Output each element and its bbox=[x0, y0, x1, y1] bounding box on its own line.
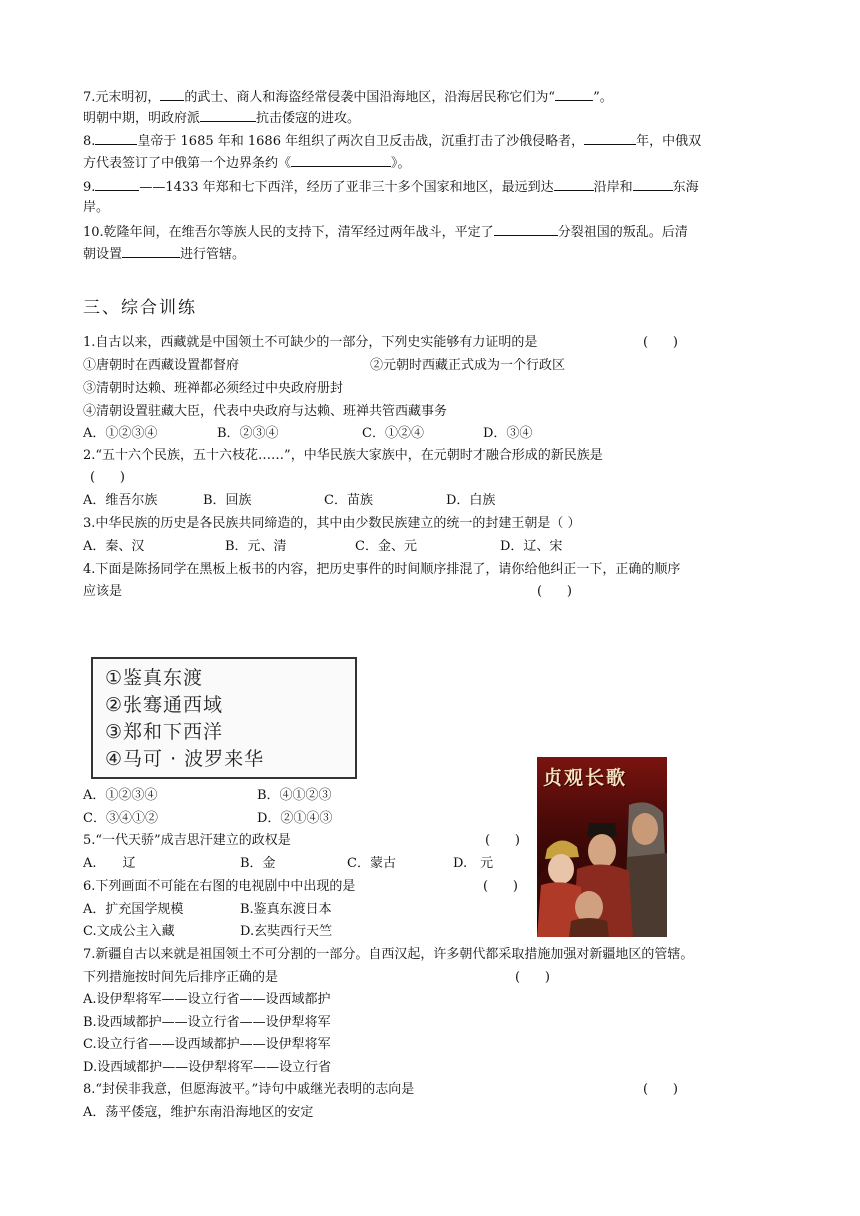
blackboard-notes bbox=[91, 657, 357, 779]
text: 分裂祖国的叛乱。后清 bbox=[557, 225, 688, 240]
blank bbox=[584, 132, 636, 145]
text: 明朝中期，明政府派 bbox=[83, 111, 201, 126]
blank bbox=[160, 88, 184, 101]
q7-choice-b: B.设西域都护——设立行省——设伊犁将军 bbox=[83, 1015, 331, 1030]
blank bbox=[200, 109, 256, 122]
text: 沿岸和 bbox=[593, 180, 633, 195]
q4-choice-b: B．④①②③ bbox=[257, 788, 332, 803]
text: 东海 bbox=[672, 180, 699, 195]
fill-q9-line2 bbox=[83, 200, 109, 216]
q3-stem: 3.中华民族的历史是各民族共同缔造的，其中由少数民族建立的统一的封建王朝是（ ） bbox=[83, 516, 581, 531]
q5-choice-d: D. 元 bbox=[453, 856, 494, 871]
q4-choice-a: A．①②③④ bbox=[83, 788, 158, 803]
text: 皇帝于 1685 年和 1686 年组织了两次自卫反击战，沉重打击了沙俄侵略者， bbox=[137, 134, 585, 149]
q6-choice-c: C.文成公主入藏 bbox=[83, 924, 175, 939]
q4-stem-line2: 应该是 bbox=[83, 584, 123, 599]
blank bbox=[95, 178, 139, 191]
fill-q7-line2 bbox=[83, 109, 360, 127]
q2-choice-b: B．回族 bbox=[203, 493, 252, 508]
q1-choice-a: A．①②③④ bbox=[83, 426, 158, 441]
blank bbox=[633, 178, 673, 191]
text: 年，中俄双 bbox=[636, 134, 702, 149]
answer-paren: ( ) bbox=[643, 335, 678, 350]
text: 》。 bbox=[391, 156, 411, 171]
q1-option-4: ④清朝设置驻藏大臣，代表中央政府与达赖、班禅共管西藏事务 bbox=[83, 404, 448, 419]
q7-stem-line1: 7.新疆自古以来就是祖国领土不可分割的一部分。自西汉起，许多朝代都采取措施加强对新疆地区的管辖。 bbox=[83, 947, 694, 962]
answer-paren: ( ) bbox=[483, 879, 518, 894]
blank bbox=[554, 178, 594, 191]
q3-choice-c: C．金、元 bbox=[355, 539, 417, 554]
q6-choice-b: B.鉴真东渡日本 bbox=[240, 902, 332, 917]
q1-option-3: ③清朝时达赖、班禅都必须经过中央政府册封 bbox=[83, 381, 344, 396]
fill-q7-line1 bbox=[83, 88, 613, 106]
board-item: ③郑和下西洋 bbox=[105, 721, 224, 743]
q6-choice-a: A．扩充国学规模 bbox=[83, 902, 184, 917]
fill-q10-line2 bbox=[83, 245, 245, 263]
text: 岸。 bbox=[83, 200, 110, 215]
q5-stem: 5.“一代天骄”成吉思汗建立的政权是 bbox=[83, 833, 291, 848]
q7-stem-line2: 下列措施按时间先后排序正确的是 bbox=[83, 970, 279, 985]
q5-choice-c: C．蒙古 bbox=[347, 856, 396, 871]
text: ”。 bbox=[593, 90, 613, 105]
answer-paren: ( ) bbox=[537, 584, 572, 599]
text: 9. bbox=[83, 180, 96, 195]
text: ——1433 年郑和七下西洋，经历了亚非三十多个国家和地区，最远到达 bbox=[139, 180, 554, 195]
blank bbox=[95, 132, 137, 145]
q2-choice-d: D．白族 bbox=[446, 493, 496, 508]
q1-stem: 1.自古以来，西藏就是中国领土不可缺少的一部分，下列史实能够有力证明的是 bbox=[83, 335, 538, 350]
blank bbox=[494, 223, 558, 236]
answer-paren: ( ) bbox=[485, 833, 520, 848]
q7-choice-a: A.设伊犁将军——设立行省——设西域都护 bbox=[83, 992, 331, 1007]
q6-choice-d: D.玄奘西行天竺 bbox=[240, 924, 333, 939]
section-title: 三、综合训练 bbox=[83, 298, 197, 318]
q2-choice-a: A．维吾尔族 bbox=[83, 493, 158, 508]
board-item: ①鉴真东渡 bbox=[105, 667, 204, 689]
q5-choice-a: A. 辽 bbox=[83, 856, 136, 871]
text: 7.元末明初， bbox=[83, 90, 161, 105]
q8-stem: 8.“封侯非我意，但愿海波平。”诗句中戚继光表明的志向是 bbox=[83, 1082, 415, 1097]
blank bbox=[122, 245, 180, 258]
blank bbox=[291, 154, 391, 167]
fill-q9-line1 bbox=[83, 178, 699, 196]
tv-drama-poster bbox=[537, 757, 667, 937]
text: 朝设置 bbox=[83, 247, 123, 262]
answer-paren: ( ) bbox=[90, 470, 125, 485]
q4-choice-c: C．③④①② bbox=[83, 811, 158, 826]
text: 8. bbox=[83, 134, 96, 149]
q3-choice-b: B．元、清 bbox=[225, 539, 287, 554]
q5-choice-b: B．金 bbox=[240, 856, 276, 871]
q6-stem: 6.下列画面不可能在右图的电视剧中中出现的是 bbox=[83, 879, 356, 894]
answer-paren: ( ) bbox=[515, 970, 550, 985]
text: 进行管辖。 bbox=[180, 247, 246, 262]
q7-choice-c: C.设立行省——设西域都护——设伊犁将军 bbox=[83, 1037, 331, 1052]
q2-stem: 2.“五十六个民族，五十六枝花……”，中华民族大家族中，在元朝时才融合形成的新民族是 bbox=[83, 448, 603, 463]
q4-stem-line1: 4.下面是陈扬同学在黑板上板书的内容，把历史事件的时间顺序排混了，请你给他纠正一下，正确的顺序 bbox=[83, 562, 681, 577]
text: 的武士、商人和海盗经常侵袭中国沿海地区，沿海居民称它们为“ bbox=[184, 90, 556, 105]
board-item: ②张骞通西域 bbox=[105, 694, 224, 716]
fill-q8-line2 bbox=[83, 154, 411, 172]
q1-choice-c: C．①②④ bbox=[362, 426, 424, 441]
fill-q10-line1 bbox=[83, 223, 688, 241]
q2-choice-c: C．苗族 bbox=[324, 493, 373, 508]
q7-choice-d: D.设西域都护——设伊犁将军——设立行省 bbox=[83, 1060, 332, 1075]
q4-choice-d: D．②①④③ bbox=[257, 811, 333, 826]
q3-choice-a: A．秦、汉 bbox=[83, 539, 145, 554]
q1-choice-b: B．②③④ bbox=[217, 426, 279, 441]
blank bbox=[555, 88, 593, 101]
board-item: ④马可 · 波罗来华 bbox=[105, 748, 265, 770]
fill-q8-line1 bbox=[83, 132, 701, 150]
q1-choice-d: D．③④ bbox=[483, 426, 533, 441]
text: 方代表签订了中俄第一个边界条约《 bbox=[83, 156, 292, 171]
text: 10.乾隆年间，在维吾尔等族人民的支持下，清军经过两年战斗，平定了 bbox=[83, 225, 494, 240]
q8-choice-a: A．荡平倭寇，维护东南沿海地区的安定 bbox=[83, 1105, 314, 1120]
text: 抗击倭寇的进攻。 bbox=[256, 111, 361, 126]
q1-option-1: ①唐朝时在西藏设置都督府 bbox=[83, 358, 240, 373]
poster-title: 贞观长歌 bbox=[543, 767, 628, 789]
answer-paren: ( ) bbox=[643, 1082, 678, 1097]
q3-choice-d: D．辽、宋 bbox=[500, 539, 563, 554]
q1-option-2: ②元朝时西藏正式成为一个行政区 bbox=[370, 358, 566, 373]
